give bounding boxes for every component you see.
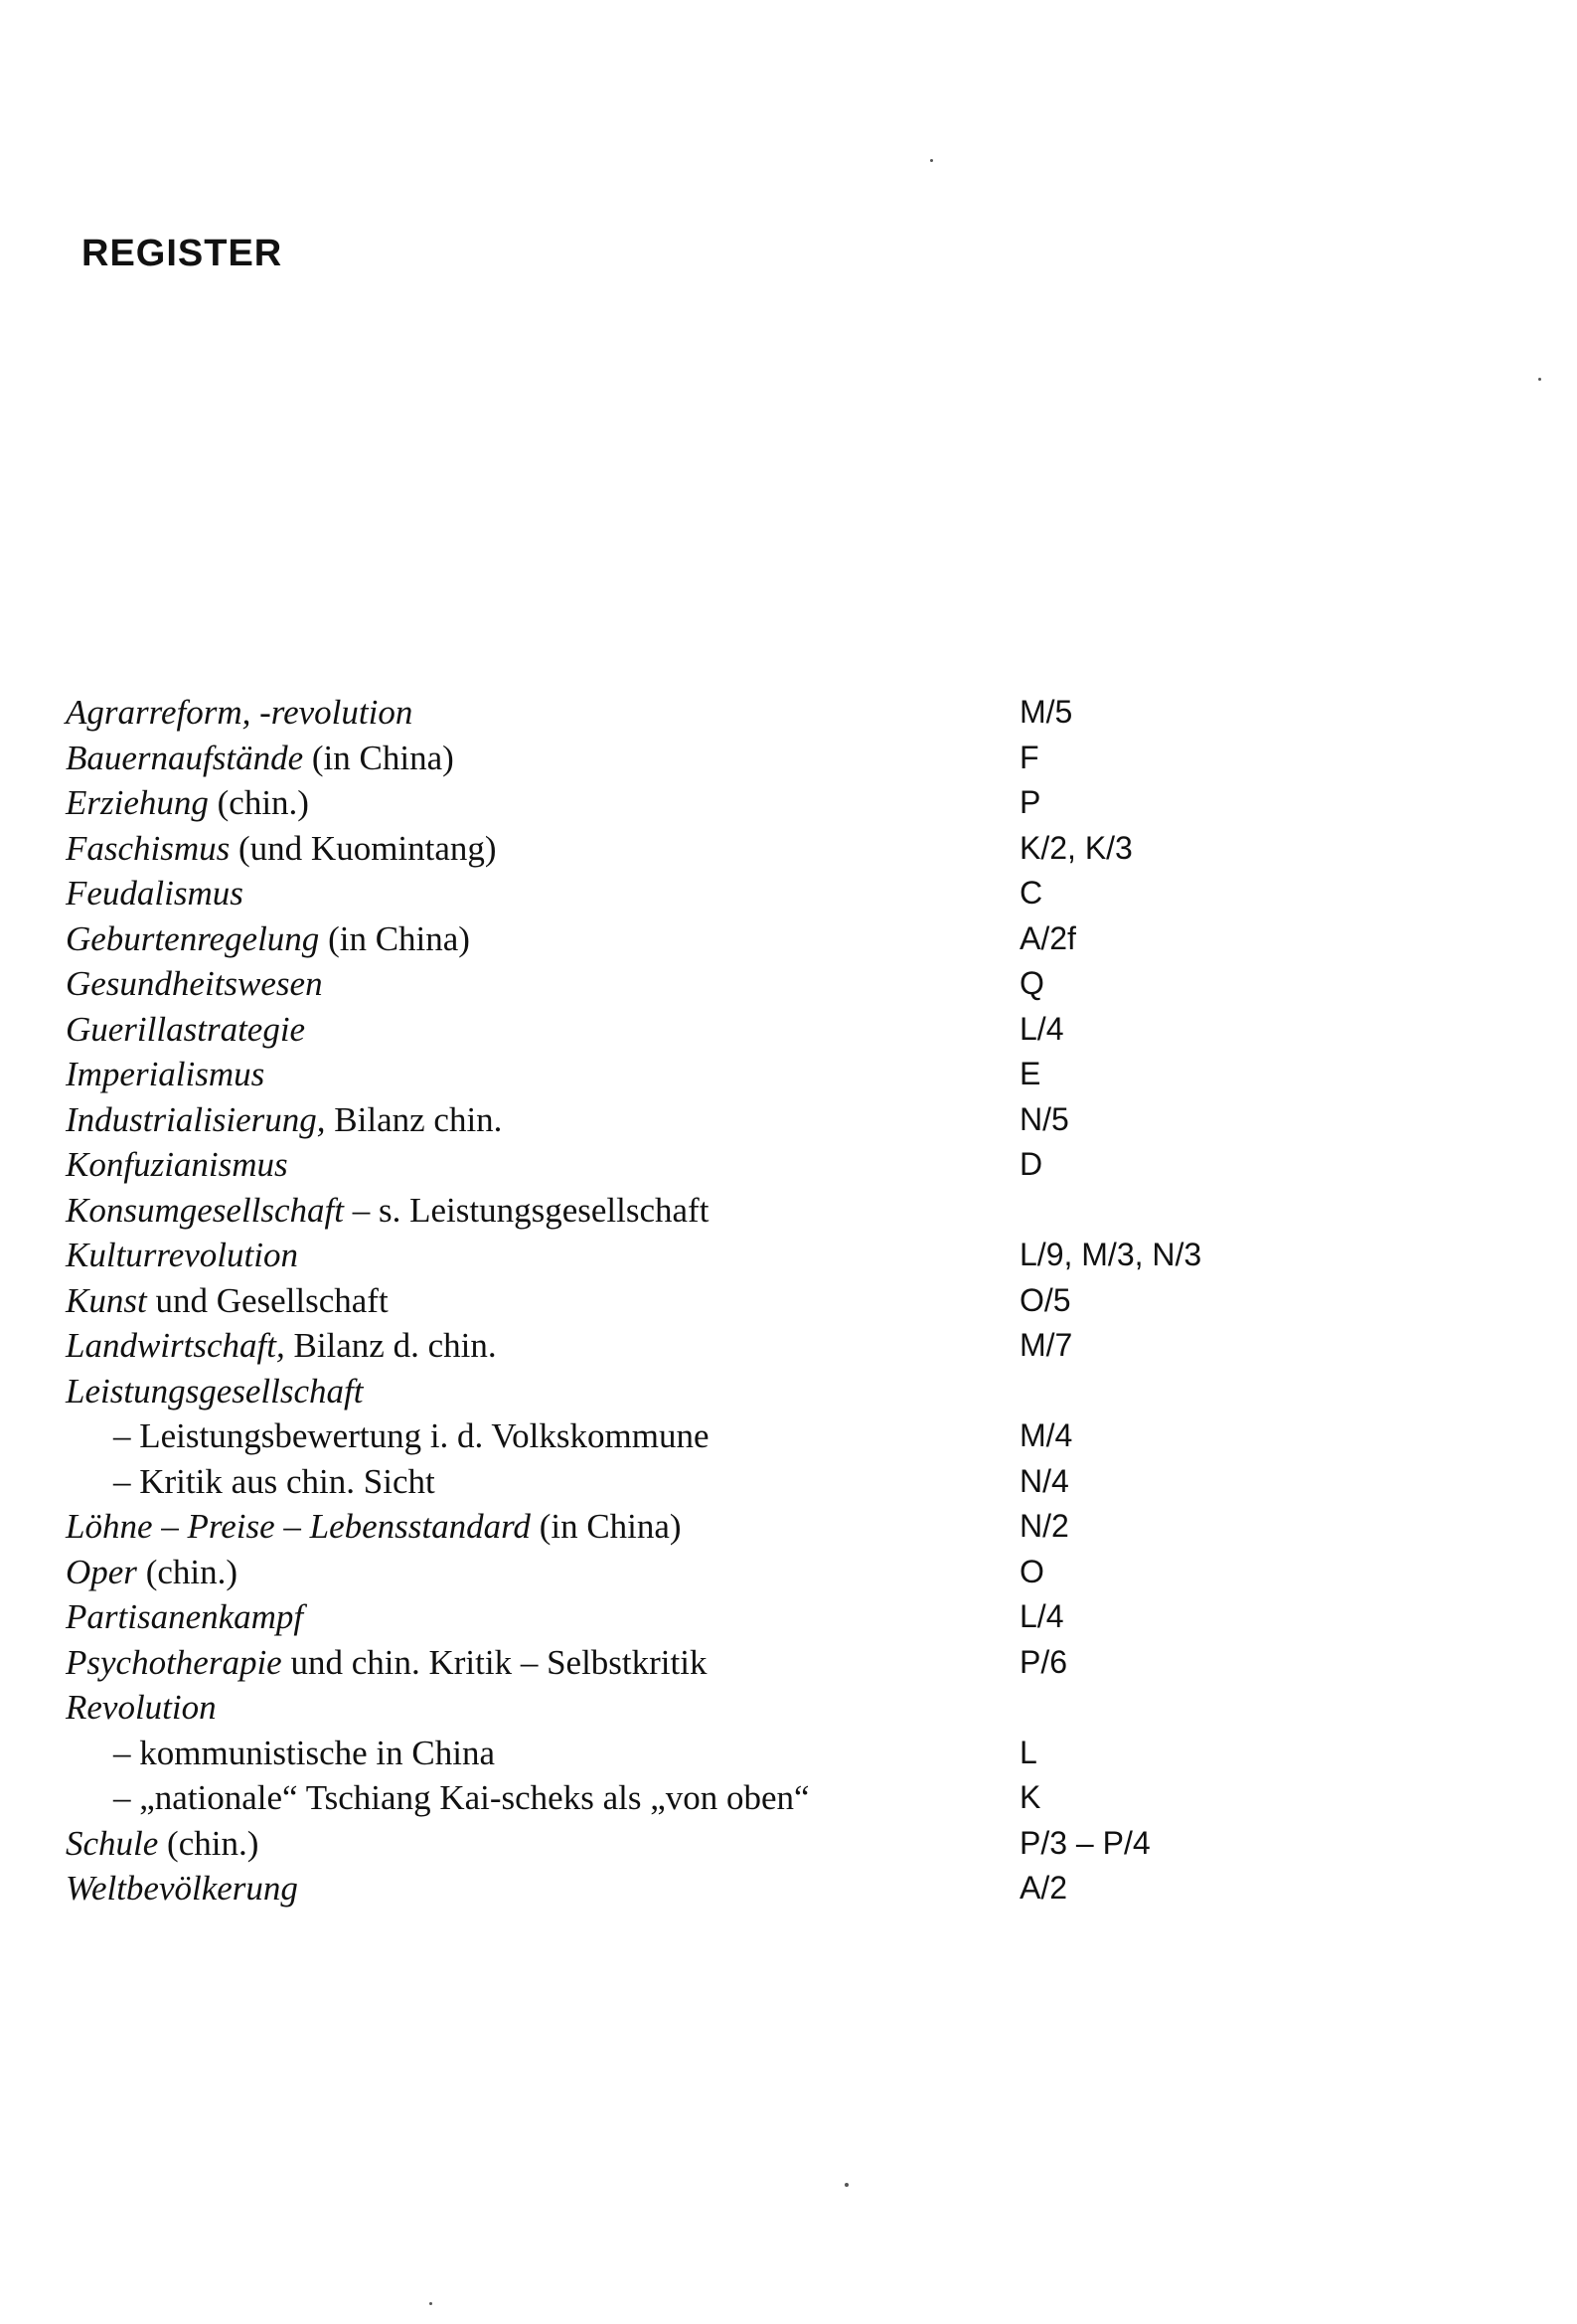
entry-keyword: Oper (66, 1552, 137, 1591)
entry-term (66, 1142, 288, 1188)
entry-reference: F (1020, 739, 1039, 775)
entry-term (66, 1594, 303, 1640)
entry-reference: O/5 (1020, 1281, 1071, 1318)
entry-keyword: Agrarreform, -revolution (66, 693, 413, 732)
entry-keyword: Kulturrevolution (66, 1236, 298, 1274)
entry-term (113, 1413, 710, 1459)
page-heading: REGISTER (81, 233, 283, 274)
scan-speck (429, 2302, 432, 2305)
entry-keyword: Revolution (66, 1688, 217, 1727)
entry-term (66, 826, 497, 872)
entry-qualifier: (chin.) (158, 1823, 259, 1863)
entry-keyword: Weltbevölkerung (66, 1869, 298, 1908)
scan-speck (1538, 378, 1541, 381)
entry-reference: N/4 (1020, 1462, 1069, 1499)
register-entry (66, 1278, 1357, 1324)
entry-qualifier: – kommunistische in China (113, 1733, 496, 1772)
register-entry (66, 916, 1357, 962)
entry-term (66, 1866, 298, 1911)
entry-keyword: Landwirtschaft, (66, 1326, 285, 1365)
entry-term (113, 1731, 495, 1776)
entry-reference: M/7 (1020, 1327, 1073, 1363)
entry-qualifier: (in China) (530, 1507, 682, 1546)
entry-keyword: Psychotherapie (66, 1642, 282, 1682)
entry-term (66, 1550, 237, 1595)
entry-term (66, 1504, 682, 1550)
entry-reference: L (1020, 1734, 1037, 1770)
entry-qualifier: (und Kuomintang) (230, 828, 497, 868)
entry-reference: P/6 (1020, 1643, 1068, 1680)
entry-term (66, 1097, 502, 1143)
register-entry (66, 1007, 1357, 1053)
entry-term (66, 1369, 363, 1414)
register-entry (66, 1233, 1357, 1278)
entry-reference: K/2, K/3 (1020, 829, 1133, 866)
register-subentry (66, 1413, 1357, 1459)
entry-reference: C (1020, 875, 1043, 911)
entry-qualifier: – s. Leistungsgesellschaft (343, 1190, 710, 1230)
entry-term (66, 690, 412, 736)
register-entry (66, 780, 1357, 826)
entry-reference: L/9, M/3, N/3 (1020, 1237, 1202, 1272)
register-entry (66, 961, 1357, 1007)
register-entry (66, 1821, 1357, 1867)
entry-term (66, 736, 454, 781)
entry-qualifier: (chin.) (208, 783, 309, 822)
entry-qualifier: und chin. Kritik – Selbstkritik (281, 1642, 708, 1682)
entry-term (66, 1007, 305, 1053)
entry-keyword: Leistungsgesellschaft (66, 1371, 364, 1411)
entry-keyword: Faschismus (66, 828, 231, 868)
entry-term (66, 1278, 389, 1324)
entry-reference: A/2 (1020, 1870, 1068, 1906)
register-entry (66, 1052, 1357, 1097)
entry-keyword: Partisanenkampf (66, 1597, 304, 1636)
entry-reference: M/5 (1020, 694, 1073, 730)
entry-keyword: Imperialismus (66, 1055, 265, 1093)
entry-qualifier: und Gesellschaft (146, 1280, 389, 1320)
entry-keyword: Konsumgesellschaft (66, 1190, 344, 1230)
register-subentry (66, 1459, 1357, 1505)
register-entry (66, 871, 1357, 916)
entry-keyword: Konfuzianismus (66, 1145, 288, 1184)
scan-speck (930, 159, 933, 162)
entry-term (66, 871, 243, 916)
entry-keyword: Feudalismus (66, 874, 243, 913)
entry-reference: K (1020, 1779, 1041, 1815)
entry-reference: A/2f (1020, 919, 1076, 956)
register-entry (66, 826, 1357, 872)
register-entry (66, 1142, 1357, 1188)
entry-qualifier: (in China) (303, 738, 454, 777)
entry-keyword: Geburtenregelung (66, 918, 320, 958)
entry-term (66, 1640, 707, 1686)
register-entry (66, 1504, 1357, 1550)
entry-reference: L/4 (1020, 1010, 1064, 1047)
register-entry (66, 690, 1357, 736)
entry-reference: O (1020, 1553, 1044, 1589)
entry-term (66, 1821, 258, 1867)
entry-keyword: Bauernaufstände (66, 738, 304, 777)
entry-keyword: Löhne – Preise – Lebensstandard (66, 1507, 531, 1546)
entry-reference: M/4 (1020, 1417, 1073, 1453)
register-entry (66, 1323, 1357, 1369)
register-list (66, 690, 1357, 1911)
register-subentry (66, 1731, 1357, 1776)
entry-term (113, 1459, 435, 1505)
entry-reference: P/3 – P/4 (1020, 1824, 1151, 1861)
entry-reference: L/4 (1020, 1598, 1064, 1634)
entry-qualifier: Bilanz d. chin. (284, 1326, 497, 1365)
entry-keyword: Industrialisierung, (66, 1099, 326, 1139)
register-entry (66, 736, 1357, 781)
entry-reference: E (1020, 1056, 1041, 1091)
entry-reference: N/5 (1020, 1100, 1069, 1137)
entry-reference: D (1020, 1146, 1043, 1182)
entry-keyword: Erziehung (66, 783, 209, 822)
entry-reference: P (1020, 784, 1041, 820)
register-entry (66, 1640, 1357, 1686)
register-entry (66, 1188, 1357, 1234)
register-subentry (66, 1775, 1357, 1821)
entry-term (113, 1775, 810, 1821)
entry-qualifier: (in China) (319, 918, 470, 958)
entry-term (66, 916, 470, 962)
entry-term (66, 1052, 264, 1097)
register-entry (66, 1369, 1357, 1414)
register-entry (66, 1685, 1357, 1731)
entry-reference: Q (1020, 965, 1044, 1001)
scan-speck (845, 2183, 849, 2187)
entry-term (66, 1323, 497, 1369)
entry-qualifier: – „nationale“ Tschiang Kai-scheks als „von oben“ (113, 1778, 810, 1817)
entry-keyword: Guerillastrategie (66, 1009, 306, 1049)
entry-term (66, 780, 309, 826)
entry-keyword: Schule (66, 1823, 159, 1863)
entry-term (66, 961, 323, 1007)
entry-qualifier: Bilanz chin. (325, 1099, 503, 1139)
entry-qualifier: – Leistungsbewertung i. d. Volkskommune (113, 1416, 710, 1455)
entry-term (66, 1685, 217, 1731)
entry-keyword: Kunst (66, 1280, 147, 1320)
register-entry (66, 1550, 1357, 1595)
entry-keyword: Gesundheitswesen (66, 964, 323, 1003)
entry-term (66, 1233, 298, 1278)
entry-qualifier: (chin.) (136, 1552, 238, 1591)
entry-term (66, 1188, 709, 1234)
register-entry (66, 1097, 1357, 1143)
entry-qualifier: – Kritik aus chin. Sicht (113, 1461, 435, 1501)
entry-reference: N/2 (1020, 1508, 1069, 1544)
register-entry (66, 1866, 1357, 1911)
register-entry (66, 1594, 1357, 1640)
